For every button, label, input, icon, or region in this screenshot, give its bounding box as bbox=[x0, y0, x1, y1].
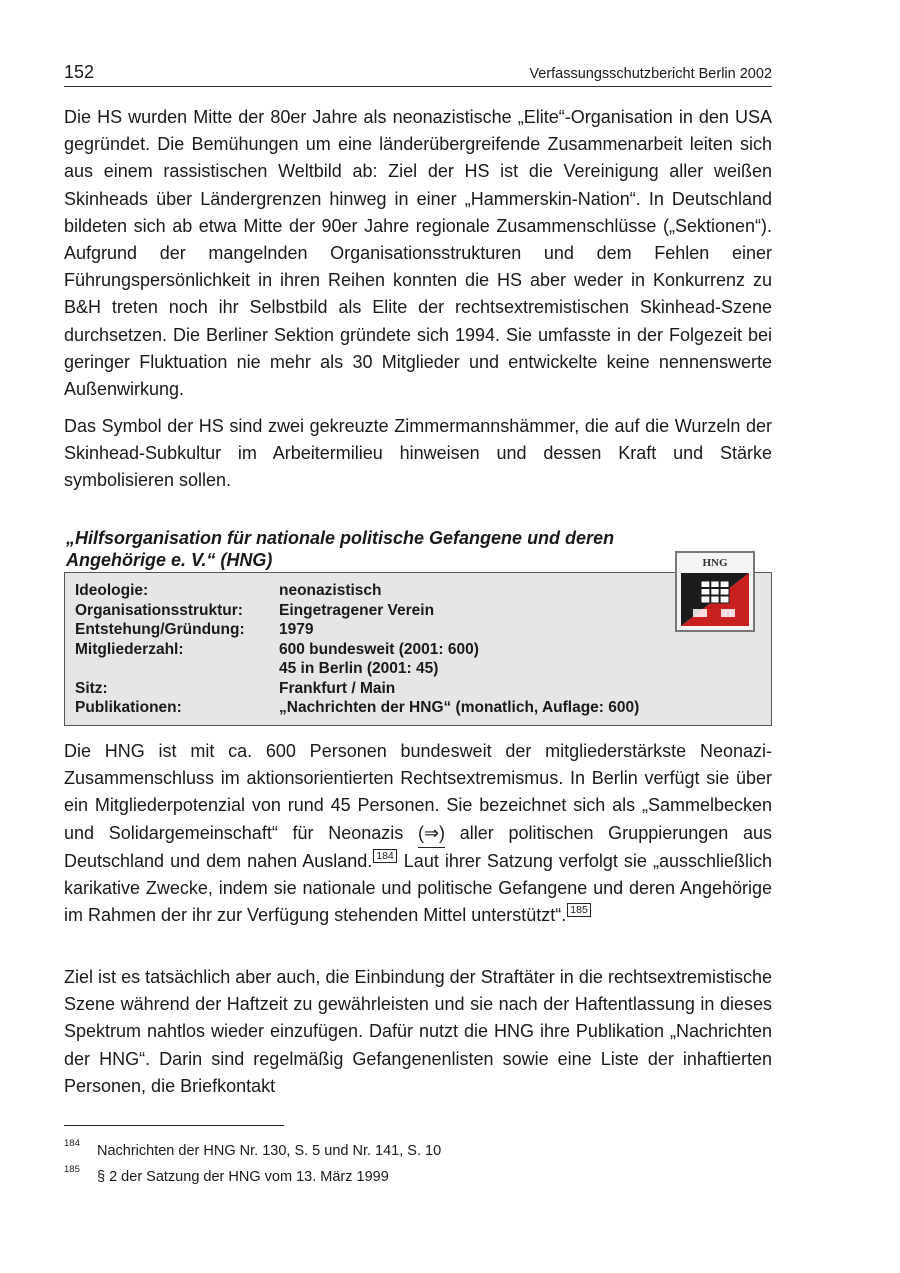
running-title: Verfassungsschutzbericht Berlin 2002 bbox=[529, 66, 772, 82]
page-number: 152 bbox=[64, 62, 95, 82]
paragraph-hs-history: Die HS wurden Mitte der 80er Jahre als neonazistische „Elite“-Organisation in den USA gegründet. Die Bemühungen um eine länderübergreifende Zusammenarbeit leiten sich aus einem rassistischen Weltbild ab: Ziel der HS ist die Vereinigung aller weißen Skinheads über Ländergrenzen hinweg in einer „Hammerskin-Nation“. In Deutschland bildeten sich ab etwa Mitte der 90er Jahre regionale Zusammenschlüsse („Sektionen“). Aufgrund der mangelnden Organisationsstrukturen und dem Fehlen einer Führungspersönlichkeit in ihren Reihen konnten die HS aber weder in Konkurrenz zu B&H treten noch ihr Selbstbild als Elite der rechtsextremistischen Skinhead-Szene durchsetzen. Die Berliner Sektion gründete sich 1994. Sie umfasste in der Folgezeit bei geringer Fluktuation nie mehr als 30 Mitglieder und entwickelte keine nennenswerte Außenwirkung. bbox=[64, 107, 772, 400]
paragraph-hng-description-part-1: Die HNG ist mit ca. 600 Personen bundesweit der mitgliederstärkste Neonazi-Zusammenschluss im aktionsorientierten Rechtsextremismus. In Berlin verfügt sie über ein Mitgliederpotenzial von rund 45 Personen. Sie bezeichnet sich als „Sammelbecken und Solidargemeinschaft“ für Neonazis bbox=[64, 741, 772, 843]
hng-fact-box bbox=[64, 572, 772, 726]
paragraph-hng-description-part-2: aller politischen Gruppierungen aus Deutschland und dem nahen Ausland. bbox=[64, 822, 772, 871]
paragraph-hng-goals: Ziel ist es tatsächlich aber auch, die Einbindung der Straftäter in die rechtsextremistische Szene während der Haftzeit zu gewährleisten und sie nach der Haftentlassung in dieses Spektrum nahtlos wieder einzufügen. Dafür nutzt die HNG ihre Publikation „Nachrichten der HNG“. Darin sind regelmäßig Gefangenenlisten sowie eine Liste der inhaftierten Personen, die Briefkontakt bbox=[64, 967, 772, 1096]
section-heading-line-2: Angehörige e. V.“ (HNG) bbox=[66, 550, 273, 570]
fact-value: Frankfurt / Main bbox=[279, 679, 396, 697]
fact-value: „Nachrichten der HNG“ (monatlich, Auflage: 600) bbox=[279, 699, 640, 716]
fact-label: Organisationsstruktur: bbox=[75, 601, 243, 619]
fact-label: Entstehung/Gründung: bbox=[75, 621, 245, 638]
section-heading-line-1: „Hilfsorganisation für nationale politische Gefangene und deren bbox=[66, 528, 615, 548]
paragraph-hs-symbol: Das Symbol der HS sind zwei gekreuzte Zimmermannshämmer, die auf die Wurzeln der Skinhead-Subkultur im Arbeitermilieu hinweisen und dessen Kraft und Stärke symbolisieren sollen. bbox=[64, 416, 772, 491]
fact-value: 45 in Berlin (2001: 45) bbox=[279, 660, 439, 677]
fact-label: Mitgliederzahl: bbox=[75, 640, 184, 658]
page-header bbox=[64, 62, 772, 87]
paragraph-hng-description-part-3: Laut ihrer Satzung verfolgt sie „ausschließlich karikative Zwecke, indem sie nationale und politische Gefangene und deren Angehörige im Rahmen der ihr zur Verfügung stehenden Mittel unterstützt“. bbox=[64, 850, 772, 926]
footnote-number: 185 bbox=[64, 1164, 80, 1175]
footnote-reference-185[interactable]: 185 bbox=[567, 903, 591, 917]
fact-value: 600 bundesweit (2001: 600) bbox=[279, 640, 479, 658]
footnote-divider bbox=[64, 1125, 284, 1126]
fact-label: Publikationen: bbox=[75, 699, 182, 716]
hng-logo-graphic bbox=[677, 553, 753, 630]
hng-logo bbox=[675, 551, 755, 632]
fact-label: Ideologie: bbox=[75, 582, 149, 599]
fact-label: Sitz: bbox=[75, 679, 108, 697]
footnote-number: 184 bbox=[64, 1138, 80, 1149]
footnote-text: Nachrichten der HNG Nr. 130, S. 5 und Nr. 141, S. 10 bbox=[97, 1143, 442, 1159]
fact-value: Eingetragener Verein bbox=[279, 601, 435, 619]
cross-reference-arrow[interactable]: (⇒) bbox=[418, 820, 445, 848]
fact-value: neonazistisch bbox=[279, 582, 382, 599]
fact-value: 1979 bbox=[279, 621, 314, 638]
footnote-reference-184[interactable]: 184 bbox=[373, 849, 397, 863]
section-heading-hng bbox=[66, 527, 706, 571]
paragraph-hng-description bbox=[64, 738, 772, 929]
footnote-text: § 2 der Satzung der HNG vom 13. März 1999 bbox=[97, 1169, 389, 1185]
hng-logo-text: HNG bbox=[702, 557, 728, 569]
